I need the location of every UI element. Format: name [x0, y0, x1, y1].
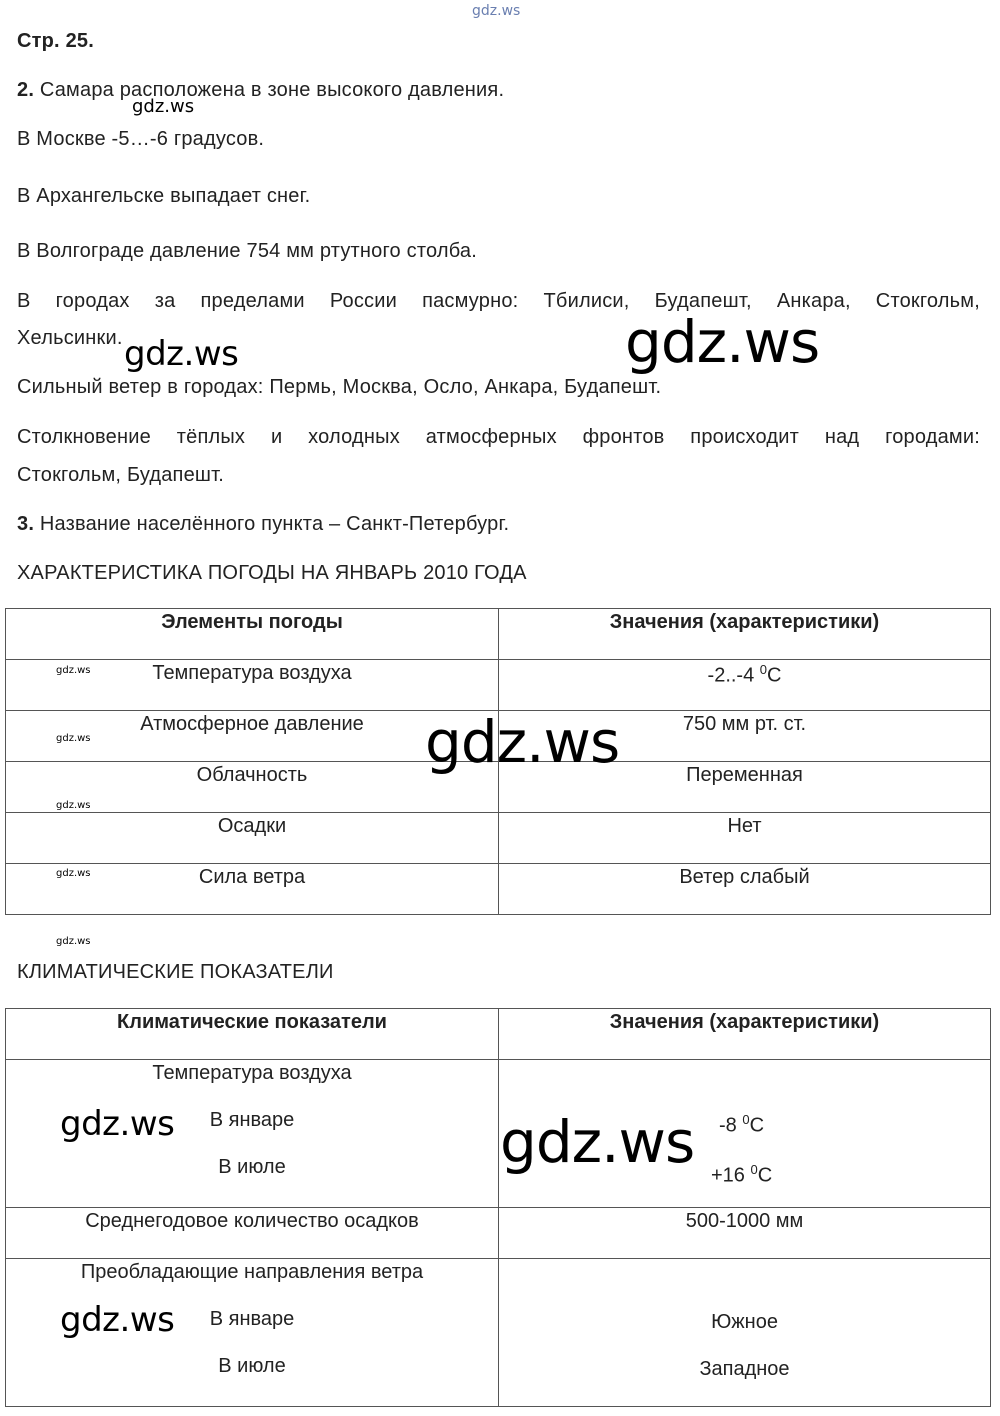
table-cell: -2..-4 $^0$С	[499, 660, 991, 711]
watermark-mid: gdz.ws	[60, 1104, 175, 1144]
watermark-tiny: gdz.ws	[56, 733, 91, 744]
task2-cloudy-line-1: В городах за пределами России пасмурно: Тбилиси, Будапешт, Анкара, Стокгольм,	[17, 290, 980, 312]
jan-temp-value: -8 $^0$С	[719, 1112, 765, 1137]
table-cell: 750 мм рт. ст.	[499, 711, 991, 762]
table-row	[6, 813, 991, 864]
temp-label: Температура воздуха	[152, 1062, 352, 1084]
jul-temp-value: +16 $^0$С	[711, 1161, 773, 1187]
watermark-mid: gdz.ws	[124, 334, 239, 374]
watermark-tiny: gdz.ws	[56, 665, 91, 676]
table-cell: 500-1000 мм	[499, 1208, 991, 1259]
watermark-tiny: gdz.ws	[56, 936, 91, 947]
climate-table	[5, 1008, 991, 1407]
jan-label: В январе	[209, 1308, 295, 1330]
table-row	[6, 660, 991, 711]
task2-wind-line: Сильный ветер в городах: Пермь, Москва, Осло, Анкара, Будапешт.	[17, 376, 662, 398]
watermark-tiny: gdz.ws	[56, 800, 91, 811]
task2-fronts-line-1: Столкновение тёплых и холодных атмосферных фронтов происходит над городами:	[17, 426, 980, 448]
table-cell: Среднегодовое количество осадков	[6, 1208, 499, 1259]
jul-label: В июле	[218, 1156, 286, 1178]
table-header-cell: Элементы погоды	[6, 609, 499, 660]
watermark-big: gdz.ws	[425, 708, 620, 776]
page-reference: Стр. 25.	[17, 30, 94, 52]
watermark-small: gdz.ws	[132, 96, 195, 117]
table-cell	[499, 1259, 991, 1407]
table-header-cell: Значения (характеристики)	[499, 609, 991, 660]
wind-label: Преобладающие направления ветра	[80, 1261, 424, 1283]
table1-title: ХАРАКТЕРИСТИКА ПОГОДЫ НА ЯНВАРЬ 2010 ГОДА	[17, 562, 527, 584]
table-cell: Нет	[499, 813, 991, 864]
watermark-big: gdz.ws	[500, 1108, 695, 1176]
task3-line: 3. Название населённого пункта – Санкт-Петербург.	[17, 513, 510, 535]
watermark-tiny: gdz.ws	[56, 868, 91, 879]
table-cell: Облачность	[6, 762, 499, 813]
task2-line-2: В Москве -5…-6 градусов.	[17, 128, 265, 150]
task2-fronts-line-2: Стокгольм, Будапешт.	[17, 464, 225, 486]
table-header-cell: Значения (характеристики)	[499, 1009, 991, 1060]
task2-cloudy-line-2: Хельсинки.	[17, 327, 123, 349]
jan-label: В январе	[209, 1109, 295, 1131]
table-cell: Температура воздуха	[6, 660, 499, 711]
table-cell: Ветер слабый	[499, 864, 991, 915]
table2-title: КЛИМАТИЧЕСКИЕ ПОКАЗАТЕЛИ	[17, 961, 334, 983]
jul-label: В июле	[218, 1355, 286, 1377]
watermark-big: gdz.ws	[625, 308, 820, 376]
table-row	[6, 864, 991, 915]
table-cell: Осадки	[6, 813, 499, 864]
table-row	[6, 1208, 991, 1259]
jan-wind-value: Южное	[711, 1311, 778, 1333]
jul-wind-value: Западное	[699, 1358, 790, 1380]
table-cell: Атмосферное давление	[6, 711, 499, 762]
table-cell: Переменная	[499, 762, 991, 813]
table-cell: Сила ветра	[6, 864, 499, 915]
task2-line-4: В Волгограде давление 754 мм ртутного столба.	[17, 240, 477, 262]
table-row	[6, 1009, 991, 1060]
watermark-top: gdz.ws	[472, 3, 521, 19]
table-header-cell: Климатические показатели	[6, 1009, 499, 1060]
task2-line-3: В Архангельске выпадает снег.	[17, 185, 311, 207]
watermark-mid: gdz.ws	[60, 1300, 175, 1340]
table-row	[6, 609, 991, 660]
task2-line-1: 2. Самара расположена в зоне высокого давления.	[17, 79, 505, 101]
